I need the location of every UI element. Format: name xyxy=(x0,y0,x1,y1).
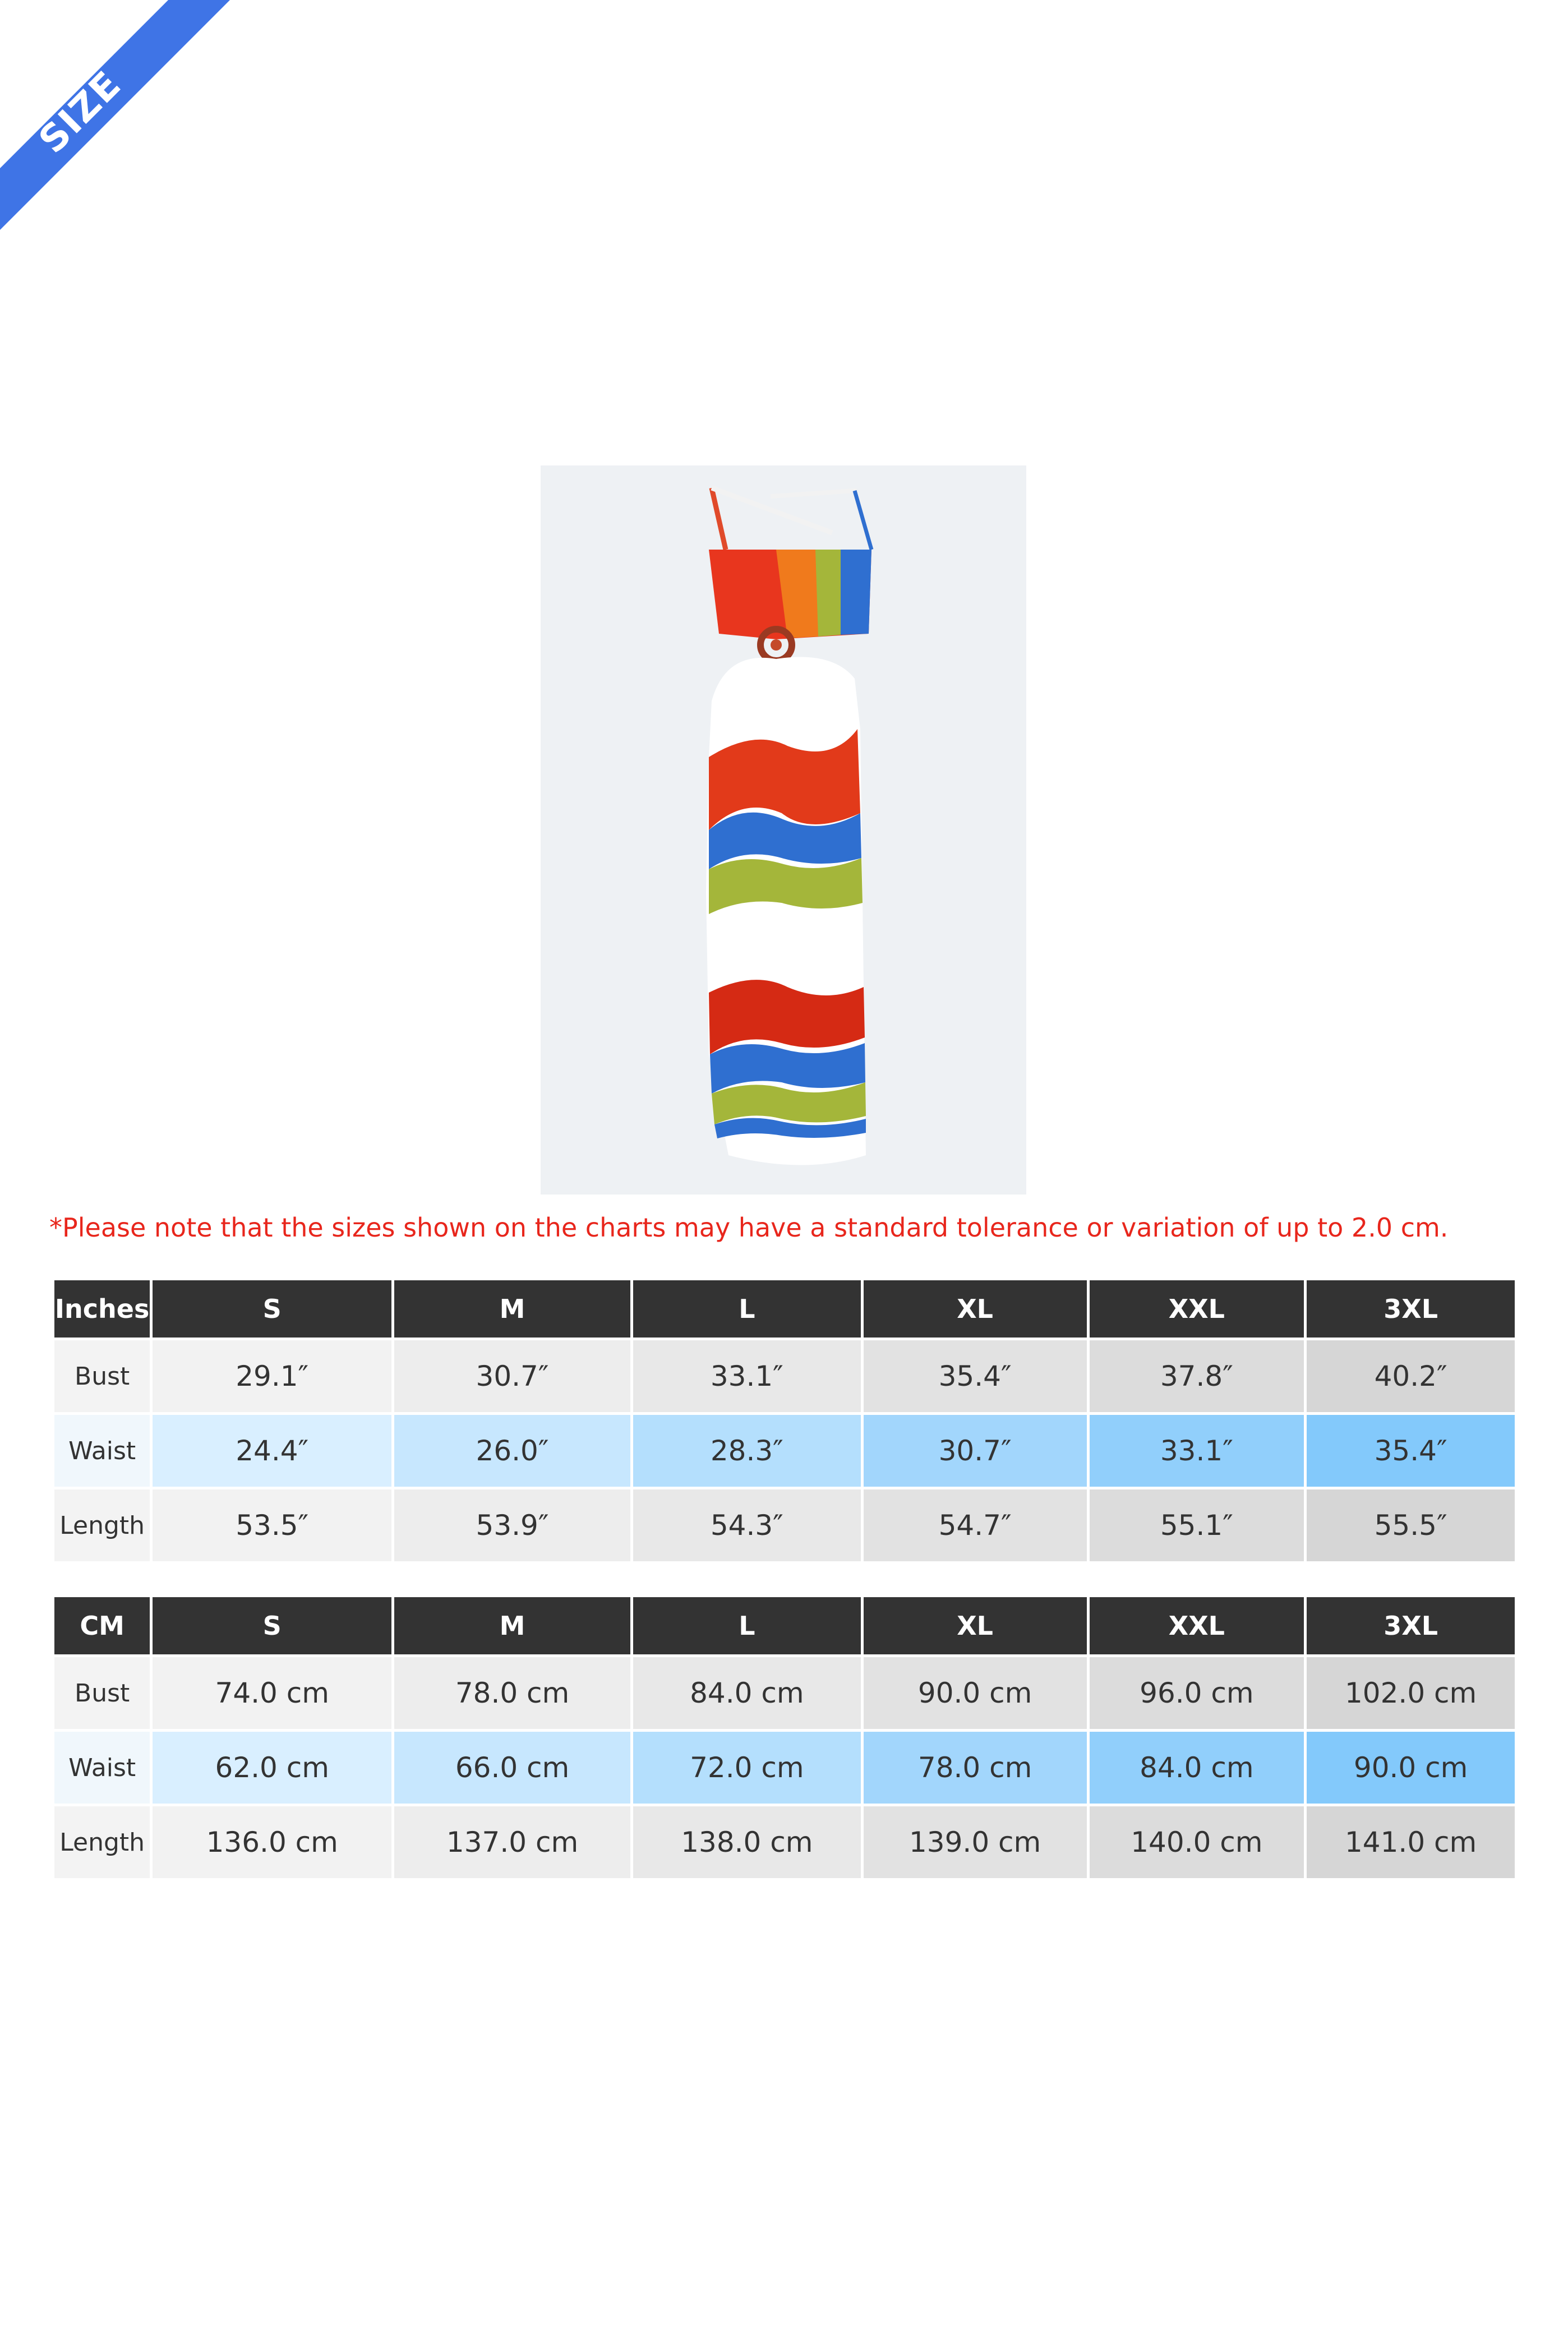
table-cell: 54.3″ xyxy=(633,1489,861,1561)
table-cell: 138.0 cm xyxy=(633,1806,861,1878)
size-header: S xyxy=(153,1280,391,1338)
table-cell: 66.0 cm xyxy=(394,1732,630,1804)
table-cell: 137.0 cm xyxy=(394,1806,630,1878)
table-cell: 136.0 cm xyxy=(153,1806,391,1878)
table-cell: 139.0 cm xyxy=(864,1806,1087,1878)
table-row-waist xyxy=(54,1732,1515,1804)
size-header: S xyxy=(153,1597,391,1654)
size-header: M xyxy=(394,1597,630,1654)
size-header: L xyxy=(633,1597,861,1654)
row-label: Bust xyxy=(54,1657,150,1729)
size-header: L xyxy=(633,1280,861,1338)
table-header-row xyxy=(54,1280,1515,1338)
table-row-length xyxy=(54,1489,1515,1561)
table-cell: 53.5″ xyxy=(153,1489,391,1561)
table-cell: 54.7″ xyxy=(864,1489,1087,1561)
table-cell: 40.2″ xyxy=(1307,1340,1515,1412)
table-cell: 33.1″ xyxy=(1090,1415,1304,1487)
table-cell: 37.8″ xyxy=(1090,1340,1304,1412)
table-cell: 53.9″ xyxy=(394,1489,630,1561)
row-label: Length xyxy=(54,1489,150,1561)
table-row-waist xyxy=(54,1415,1515,1487)
size-header: XL xyxy=(864,1597,1087,1654)
table-cell: 78.0 cm xyxy=(394,1657,630,1729)
size-header: M xyxy=(394,1280,630,1338)
table-cell: 35.4″ xyxy=(864,1340,1087,1412)
table-cell: 62.0 cm xyxy=(153,1732,391,1804)
table-cell: 55.1″ xyxy=(1090,1489,1304,1561)
table-cell: 102.0 cm xyxy=(1307,1657,1515,1729)
table-cell: 26.0″ xyxy=(394,1415,630,1487)
table-row-bust xyxy=(54,1340,1515,1412)
table-cell: 141.0 cm xyxy=(1307,1806,1515,1878)
badge-label: SIZE CHART xyxy=(30,62,177,209)
table-row-length xyxy=(54,1806,1515,1878)
dress-illustration xyxy=(541,465,1026,1195)
size-header: 3XL xyxy=(1307,1597,1515,1654)
product-image xyxy=(541,465,1026,1195)
table-cell: 90.0 cm xyxy=(864,1657,1087,1729)
size-table-inches xyxy=(52,1278,1518,1564)
table-cell: 90.0 cm xyxy=(1307,1732,1515,1804)
table-cell: 140.0 cm xyxy=(1090,1806,1304,1878)
size-chart-badge xyxy=(0,0,230,230)
table-row-bust xyxy=(54,1657,1515,1729)
tolerance-note: *Please note that the sizes shown on the charts may have a standard tolerance or variation of up to 2.0 cm. xyxy=(49,1212,1449,1243)
row-label: Waist xyxy=(54,1415,150,1487)
row-label: Bust xyxy=(54,1340,150,1412)
table-cell: 30.7″ xyxy=(394,1340,630,1412)
table-cell: 78.0 cm xyxy=(864,1732,1087,1804)
row-label: Length xyxy=(54,1806,150,1878)
table-cell: 24.4″ xyxy=(153,1415,391,1487)
table-cell: 72.0 cm xyxy=(633,1732,861,1804)
size-header: XXL xyxy=(1090,1597,1304,1654)
table-cell: 96.0 cm xyxy=(1090,1657,1304,1729)
table-cell: 35.4″ xyxy=(1307,1415,1515,1487)
table-cell: 29.1″ xyxy=(153,1340,391,1412)
table-cell: 74.0 cm xyxy=(153,1657,391,1729)
unit-header: CM xyxy=(54,1597,150,1654)
row-label: Waist xyxy=(54,1732,150,1804)
table-cell: 84.0 cm xyxy=(633,1657,861,1729)
table-cell: 30.7″ xyxy=(864,1415,1087,1487)
size-header: 3XL xyxy=(1307,1280,1515,1338)
table-cell: 28.3″ xyxy=(633,1415,861,1487)
size-header: XXL xyxy=(1090,1280,1304,1338)
size-header: XL xyxy=(864,1280,1087,1338)
table-cell: 84.0 cm xyxy=(1090,1732,1304,1804)
table-cell: 55.5″ xyxy=(1307,1489,1515,1561)
unit-header: Inches xyxy=(54,1280,150,1338)
table-cell: 33.1″ xyxy=(633,1340,861,1412)
size-table-cm xyxy=(52,1594,1518,1881)
table-header-row xyxy=(54,1597,1515,1654)
